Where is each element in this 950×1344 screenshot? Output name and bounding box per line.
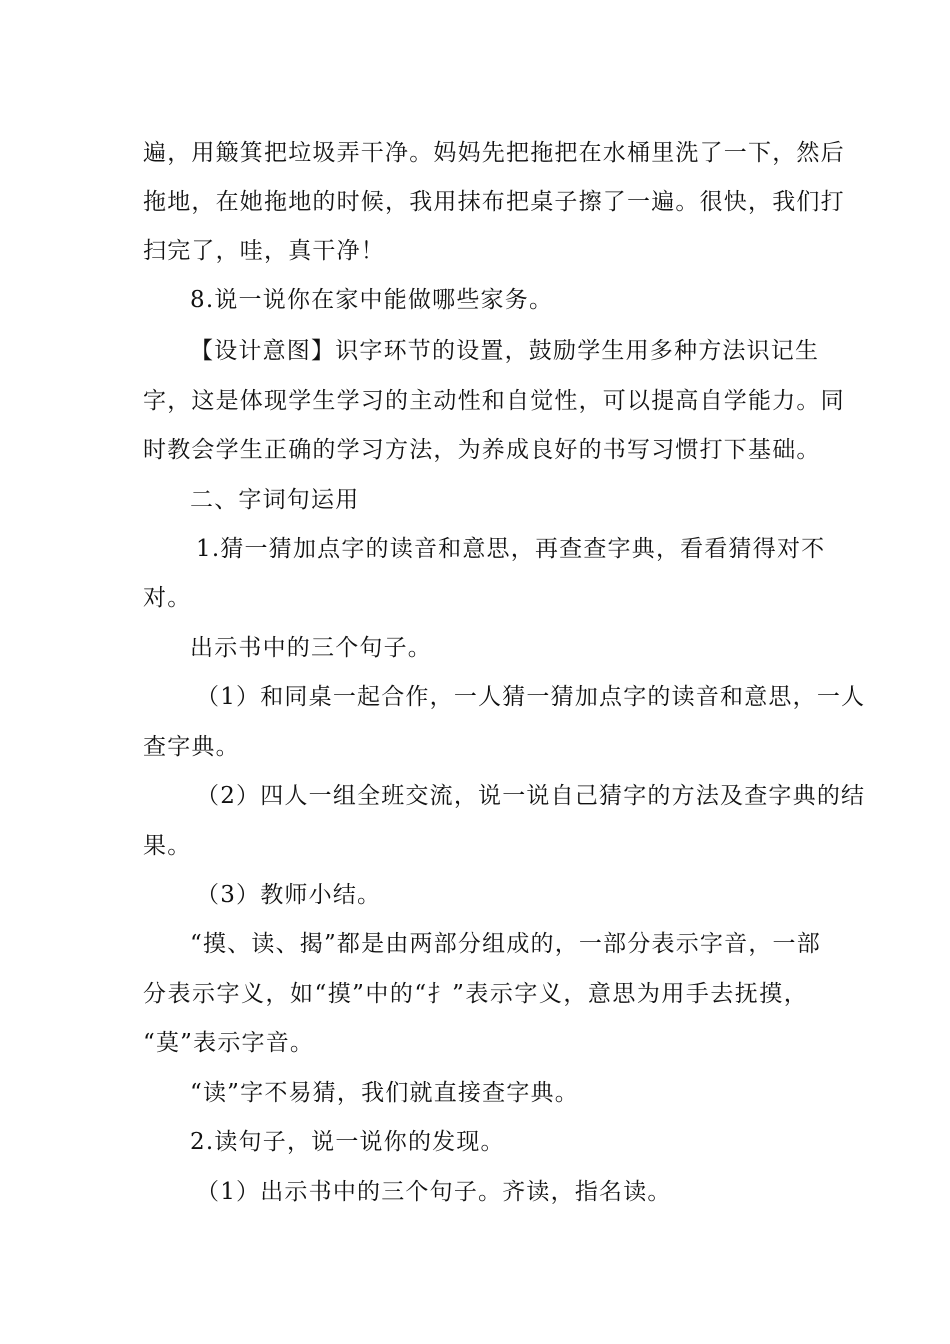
list-item: 2.读句子，说一说你的发现。	[190, 1129, 505, 1155]
text-line: 时教会学生正确的学习方法，为养成良好的书写习惯打下基础。	[143, 437, 821, 463]
text-line: “莫”表示字音。	[143, 1030, 315, 1056]
text-line: 出示书中的三个句子。	[190, 635, 432, 661]
text-line: 分表示字义，如“摸”中的“扌”表示字义，意思为用手去抚摸，	[143, 981, 808, 1007]
list-item: （1）和同桌一起合作，一人猜一猜加点字的读音和意思，一人	[196, 684, 866, 710]
list-item: （1）出示书中的三个句子。齐读，指名读。	[196, 1179, 672, 1205]
text-line: “读”字不易猜，我们就直接查字典。	[190, 1080, 579, 1106]
section-heading: 二、字词句运用	[190, 487, 360, 513]
list-item: 1.猜一猜加点字的读音和意思，再查查字典，看看猜得对不	[196, 536, 826, 562]
text-line: 果。	[143, 833, 192, 859]
list-item: （2）四人一组全班交流，说一说自己猜字的方法及查字典的结	[196, 783, 866, 809]
design-intent-paragraph: 【设计意图】识字环节的设置，鼓励学生用多种方法识记生	[190, 338, 820, 364]
list-item: （3）教师小结。	[196, 882, 382, 908]
text-line: 字，这是体现学生学习的主动性和自觉性，可以提高自学能力。同	[143, 388, 845, 414]
text-line: 遍，用簸箕把垃圾弄干净。妈妈先把拖把在水桶里洗了一下，然后	[143, 140, 845, 166]
text-line: “摸、读、揭”都是由两部分组成的，一部分表示字音，一部	[190, 931, 821, 957]
text-line: 对。	[143, 585, 192, 611]
list-item: 8.说一说你在家中能做哪些家务。	[190, 287, 554, 313]
text-line: 查字典。	[143, 734, 240, 760]
text-line: 拖地，在她拖地的时候，我用抹布把桌子擦了一遍。很快，我们打	[143, 189, 845, 215]
text-line: 扫完了，哇，真干净！	[143, 238, 385, 264]
